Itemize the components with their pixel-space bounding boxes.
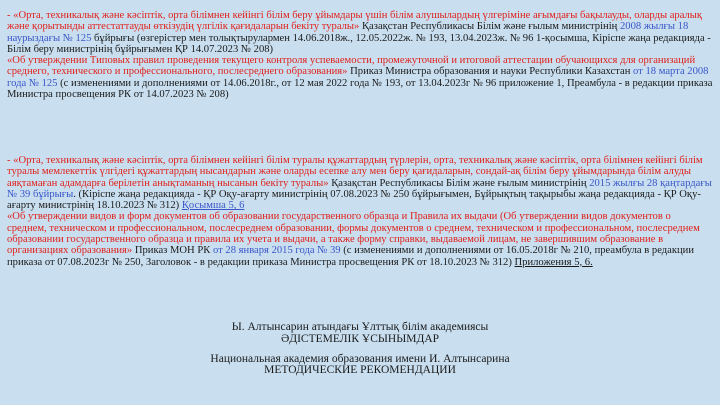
ru-docs-date: от 28 января 2015 года № 39 xyxy=(212,245,341,257)
kz-docs-title: - «Орта, техникалық және кәсіптік, орта білімнен кейінгі білім туралы құжаттардың түрлерін, орта, техникалық және кәсіптік, орта білімнен кейінгі білім туралы мемлекеттік үлгідегі құжаттардың нысандарын және оларды есепке алу мен беру қағидаларын, сондай-ақ білім беру ұйымдарында білім алуды аяқтамаған адамдарға берілетін анықтаманың нысанын бекіту туралы» xyxy=(7,155,703,189)
ru-rule-title: «Об утверждении Типовых правил проведения текущего контроля успеваемости, промежуточной и итоговой аттестации обучающихся для организаций среднего, технического и профессионального, послесреднего образования» xyxy=(7,55,696,78)
kz-rule-amendments: бұйрығы (өзгерістер мен толықтырулармен 14.06.2018ж., 12.05.2022ж. № 193, 13.04.2023ж. № 96 1-қосымша, Кіріспе жаңа редакцияда - Білім беру министрінің бұйрығымен ҚР 14.07.2023 № 208) xyxy=(7,32,711,55)
ru-rule-text: Приказ Министра образования и науки Республики Казахстан xyxy=(347,66,634,78)
ru-appendix-link[interactable]: Приложения 5, 6. xyxy=(514,256,593,268)
ru-docs-text: Приказ МОН РК xyxy=(132,245,213,257)
ru-rule-amendments: (с изменениями и дополнениями от 14.06.2018г., от 12 мая 2022 года № 193, от 13.04.2023г № 96 приложение 1, Преамбула - в редакции приказа Министра просвещения РК от 14.07.2023 № 208) xyxy=(7,77,713,101)
kz-rule-title: - «Орта, техникалық және кәсіптік, орта білімнен кейінгі білім беру ұйымдары үшін білім алушылардың үлгеріміне ағымдағы бақылауды, оларды аралық және қорытынды аттестаттауды өткізудің үлгілік қағидаларын бекіту туралы» xyxy=(7,10,703,33)
ru-rule-date: от 18 марта 2008 года № 125 xyxy=(7,66,709,89)
regulation-paragraph-assessment xyxy=(7,10,713,100)
ru-recommendations-heading: МЕТОДИЧЕСКИЕ РЕКОМЕНДАЦИИ xyxy=(264,364,456,376)
ru-academy-name: Национальная академия образования имени И. Алтынсарина xyxy=(210,353,510,365)
kz-recommendations-heading: ӘДІСТЕМЕЛІК ҰСЫНЫМДАР xyxy=(280,333,440,345)
kz-appendix-link[interactable]: Қосымша 5, 6 xyxy=(181,200,245,212)
kz-docs-amendments: . (Кіріспе жаңа редакцияда - ҚР Оқу-ағарту министрінің 07.08.2023 № 250 бұйрығымен, Бұйрықтың тақырыбы жаңа редакцияда - ҚР Оқу-ағарту министрінің 18.10.2023 № 312) xyxy=(7,188,701,212)
kz-docs-text: Қазақстан Республикасы Білім және ғылым министрінің xyxy=(328,177,590,189)
kz-academy-name: Ы. Алтынсарин атындағы Ұлттық білім академиясы xyxy=(231,321,489,333)
kz-rule-text: Қазақстан Республикасы Білім және ғылым министрінің xyxy=(359,21,620,33)
kz-rule-date: 2008 жылғы 18 наурыздағы № 125 xyxy=(7,21,689,44)
ru-docs-title: «Об утверждении видов и форм документов об образовании государственного образца и Правила их выдачи (Об утверждении видов документов о среднем, техническом и профессиональном, послесреднем образовании, формы документов о среднем, техническом и профессиональном, послесреднем образовании государственного образца и правила их учета и выдачи, а также форму справки, выдаваемой лицам, не завершившим образование в организациях образования» xyxy=(7,211,700,257)
kz-docs-date: 2015 жылғы 28 қаңтардағы № 39 бұйрығы xyxy=(7,177,712,200)
regulation-paragraph-documents xyxy=(7,155,713,268)
ru-docs-amendments: (с изменениями и дополнениями от 16.05.2018г № 210, преамбула в редакции приказа от 07.08.2023г № 250, Заголовок - в редакции приказа Министра просвещения РК от 18.10.2023 № 312) xyxy=(7,245,694,268)
